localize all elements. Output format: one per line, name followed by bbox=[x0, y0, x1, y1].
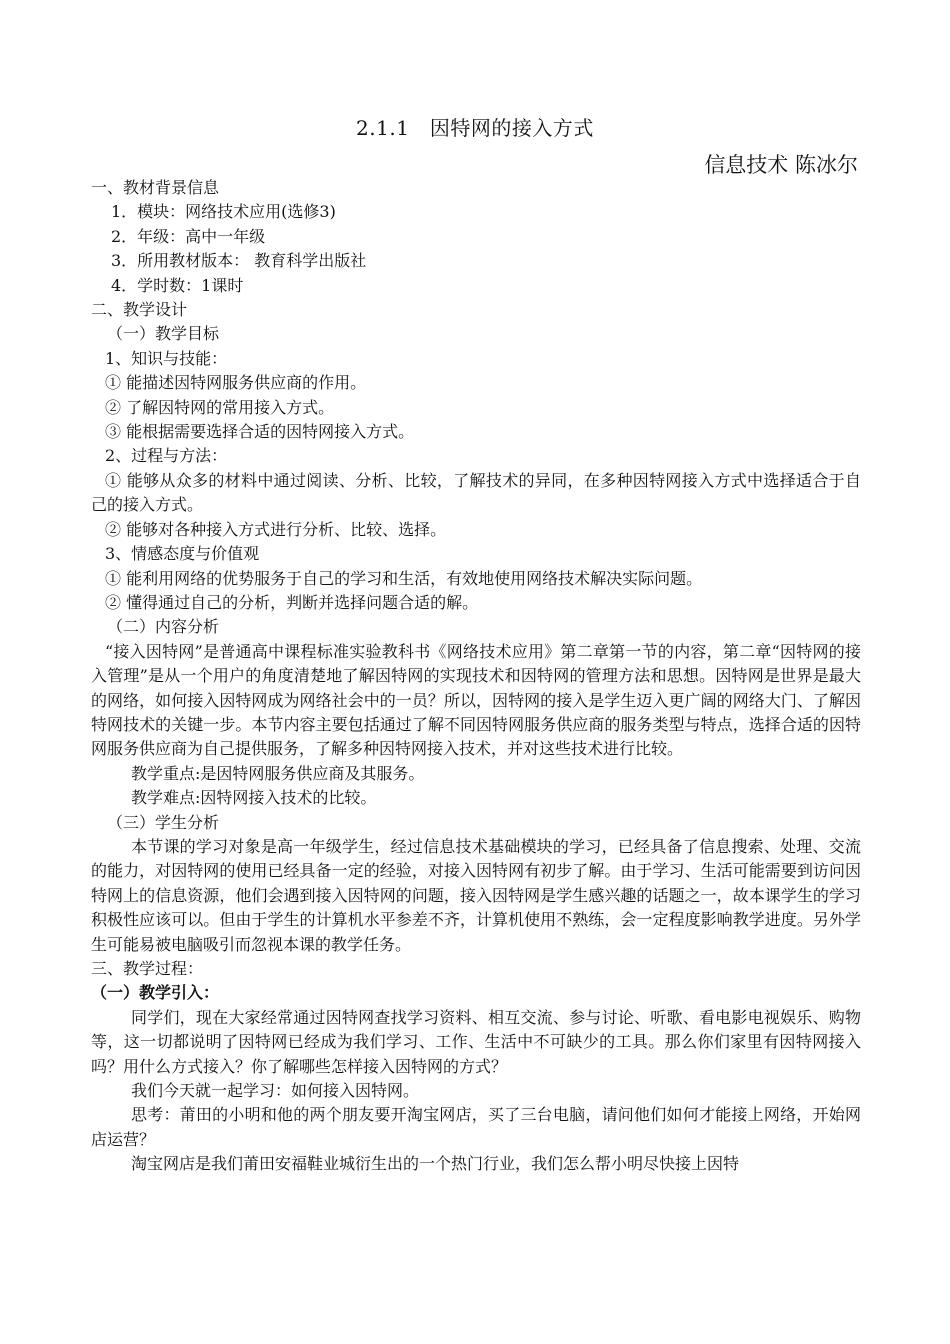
body-paragraph: 同学们，现在大家经常通过因特网查找学习资料、相互交流、参与讨论、听歌、看电影电视娱乐、购物等，这一切都说明了因特网已经成为我们学习、工作、生活中不可缺少的工具。那么你们家里有因特网接入吗？用什么方式接入？你了解哪些怎样接入因特网的方式？ bbox=[91, 1007, 861, 1076]
body-paragraph: 本节课的学习对象是高一年级学生，经过信息技术基础模块的学习，已经具备了信息搜索、处理、交流的能力，对因特网的使用已经具备一定的经验，对接入因特网有初步了解。由于学习、生活可能需要到访问因特网上的信息资源，他们会遇到接入因特网的问题，接入因特网是学生感兴趣的话题之一，故本课学生的学习积极性应该可以。但由于学生的计算机水平参差不齐，计算机使用不熟练，会一定程度影响教学进度。另外学生可能易被电脑吸引而忽视本课的教学任务。 bbox=[91, 836, 861, 954]
body-paragraph: 一、教材背景信息 bbox=[91, 178, 220, 197]
body-paragraph: ② 了解因特网的常用接入方式。 bbox=[105, 397, 335, 417]
body-paragraph: ① 能够从众多的材料中通过阅读、分析、比较，了解技术的异同，在多种因特网接入方式中选择适合于自己的接入方式。 bbox=[91, 470, 861, 515]
body-paragraph: 2、过程与方法： bbox=[105, 446, 228, 466]
body-paragraph: 二、教学设计 bbox=[91, 300, 188, 320]
body-paragraph: 思考：莆田的小明和他的两个朋友要开淘宝网店，买了三台电脑，请问他们如何才能接上网络，开始网店运营？ bbox=[91, 1105, 861, 1149]
body-paragraph: （一）教学目标 bbox=[107, 324, 220, 344]
body-paragraph: ③ 能根据需要选择合适的因特网接入方式。 bbox=[105, 422, 415, 442]
body-paragraph: 1、知识与技能： bbox=[105, 348, 228, 368]
body-paragraph: （一）教学引入： bbox=[91, 983, 220, 1003]
body-paragraph: 2．年级：高中一年级 bbox=[111, 226, 266, 246]
body-paragraph: 三、教学过程： bbox=[91, 959, 204, 978]
document-author: 信息技术 陈冰尔 bbox=[704, 153, 858, 177]
body-paragraph: “接入因特网”是普通高中课程标准实验教科书《网络技术应用》第二章第一节的内容，第二章“因特网的接入管理”是从一个用户的角度清楚地了解因特网的实现技术和因特网的管理方法和思想。因特网是世界是最大的网络，如何接入因特网成为网络社会中的一员？所以，因特网的接入是学生迈入更广阔的网络大门、了解因特网技术的关键一步。本节内容主要包括通过了解不同因特网服务供应商的服务类型与特点，选择合适的因特网服务供应商为自己提供服务，了解多种因特网接入技术，并对这些技术进行比较。 bbox=[91, 641, 861, 759]
body-paragraph: ② 能够对各种接入方式进行分析、比较、选择。 bbox=[105, 519, 447, 539]
body-paragraph: ② 懂得通过自己的分析，判断并选择问题合适的解。 bbox=[105, 592, 479, 612]
body-paragraph: 淘宝网店是我们莆田安福鞋业城衍生出的一个热门行业，我们怎么帮小明尽快接上因特 bbox=[131, 1154, 740, 1174]
body-paragraph: （三）学生分析 bbox=[107, 812, 220, 832]
body-paragraph: 3、情感态度与价值观 bbox=[105, 544, 260, 564]
body-paragraph: ① 能描述因特网服务供应商的作用。 bbox=[105, 373, 367, 393]
body-paragraph: 4．学时数：1课时 bbox=[111, 275, 244, 295]
body-paragraph: 我们今天就一起学习：如何接入因特网。 bbox=[131, 1081, 420, 1101]
body-paragraph: ① 能利用网络的优势服务于自己的学习和生活，有效地使用网络技术解决实际问题。 bbox=[105, 568, 703, 588]
body-paragraph: 1．模块：网络技术应用(选修3) bbox=[111, 202, 336, 222]
document-body bbox=[91, 176, 861, 1177]
body-paragraph: 3．所用教材版本： 教育科学出版社 bbox=[111, 251, 367, 271]
document-title: 2.1.1 因特网的接入方式 bbox=[356, 116, 594, 140]
body-paragraph: 教学难点:因特网接入技术的比较。 bbox=[131, 788, 377, 808]
body-paragraph: （二）内容分析 bbox=[107, 617, 220, 637]
body-paragraph: 教学重点:是因特网服务供应商及其服务。 bbox=[131, 763, 425, 783]
